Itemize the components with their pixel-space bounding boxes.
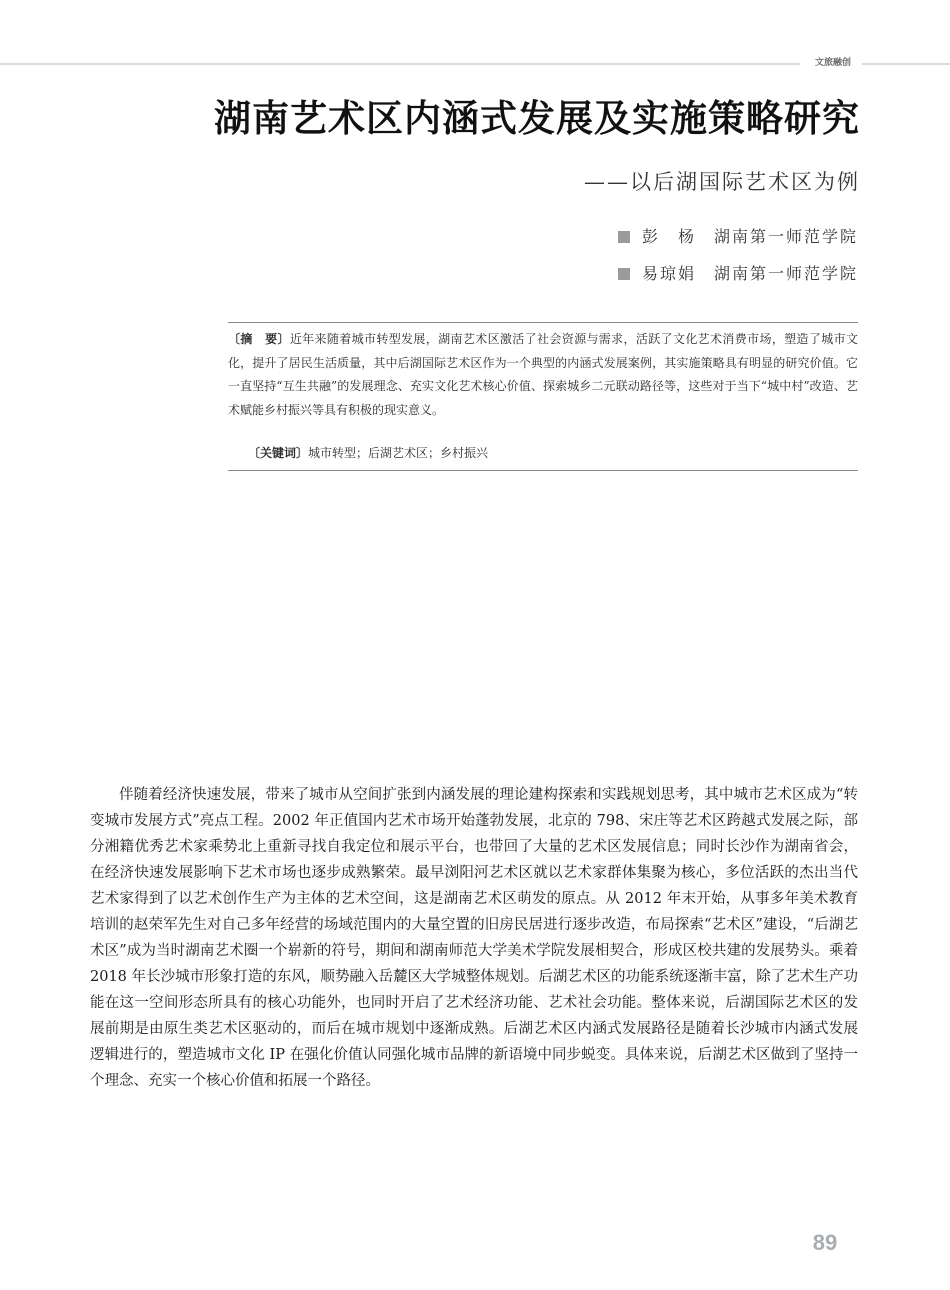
author-line	[400, 261, 858, 283]
keywords-label: 〔关键词〕	[248, 446, 309, 460]
abstract-rule-top	[228, 322, 858, 323]
header-rule-right	[862, 63, 950, 65]
abstract-rule-bottom	[228, 470, 858, 471]
abstract-text: 近年来随着城市转型发展，湖南艺术区激活了社会资源与需求，活跃了文化艺术消费市场，塑造了城市文化，提升了居民生活质量，其中后湖国际艺术区作为一个典型的内涵式发展案例，其实施策略具有明显的研究价值。它一直坚持“互生共融”的发展理念、充实文化艺术核心价值、探索城乡二元联动路径等，这些对于当下“城中村”改造、艺术赋能乡村振兴等具有积极的现实意义。	[228, 332, 858, 417]
abstract	[228, 328, 858, 422]
article-subtitle: ——以后湖国际艺术区为例	[584, 170, 860, 194]
body-paragraph: 伴随着经济快速发展，带来了城市从空间扩张到内涵发展的理论建构探索和实践规划思考，其中城市艺术区成为“转变城市发展方式”亮点工程。2002 年正值国内艺术市场开始蓬勃发展，北京的 798、宋庄等艺术区跨越式发展之际，部分湘籍优秀艺术家乘势北上重新寻找自我定位和展示平台，也带回了大量的艺术区发展信息；同时长沙作为湖南省会，在经济快速发展影响下艺术市场也逐步成熟繁荣。最早浏阳河艺术区就以艺术家群体集聚为核心，多位活跃的杰出当代艺术家得到了以艺术创作生产为主体的艺术空间，这是湖南艺术区萌发的原点。从 2012 年末开始，从事多年美术教育培训的赵荣军先生对自己多年经营的场域范围内的大量空置的旧房民居进行逐步改造，布局探索“艺术区”建设，“后湖艺术区”成为当时湖南艺术圈一个崭新的符号，期间和湖南师范大学美术学院发展相契合，形成区校共建的发展势头。乘着 2018 年长沙城市形象打造的东风，顺势融入岳麓区大学城整体规划。后湖艺术区的功能系统逐渐丰富，除了艺术生产功能在这一空间形态所具有的核心功能外，也同时开启了艺术经济功能、艺术社会功能。整体来说，后湖国际艺术区的发展前期是由原生类艺术区驱动的，而后在城市规划中逐渐成熟。后湖艺术区内涵式发展路径是随着长沙城市内涵式发展逻辑进行的，塑造城市文化 IP 在强化价值认同强化城市品牌的新语境中同步蜕变。具体来说，后湖艺术区做到了坚持一个理念、充实一个核心价值和拓展一个路径。	[90, 787, 858, 1089]
article-title: 湖南艺术区内涵式发展及实施策略研究	[214, 96, 860, 140]
author-text: 彭 杨 湖南第一师范学院	[641, 227, 858, 246]
page-number: 89	[812, 1230, 838, 1255]
abstract-label: 〔摘 要〕	[228, 332, 290, 346]
section-tag: 文旅融创	[814, 58, 851, 68]
author-line	[400, 224, 858, 246]
header-rule-left	[0, 63, 800, 65]
bullet-square-icon	[618, 231, 630, 243]
keywords-text: 城市转型；后湖艺术区；乡村振兴	[308, 446, 489, 460]
author-text: 易琼娟 湖南第一师范学院	[641, 264, 858, 283]
keywords	[248, 445, 858, 461]
bullet-square-icon	[618, 268, 630, 280]
